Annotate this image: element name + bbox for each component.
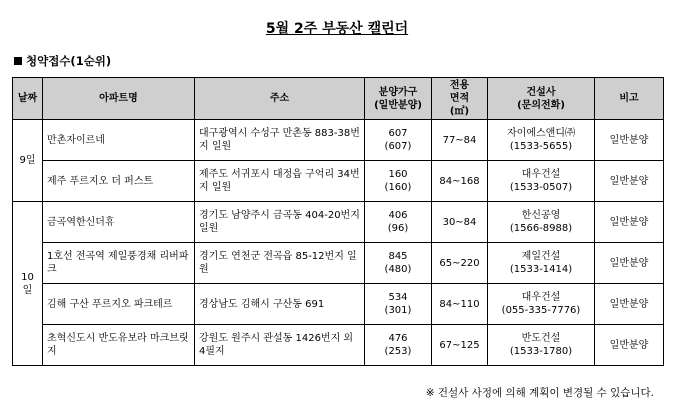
address: 경기도 남양주시 금곡동 404-20번지 일원 <box>195 202 365 243</box>
apt-name: 1호선 전곡역 제일풍경채 리버파크 <box>43 243 195 284</box>
apt-name: 금곡역한신더휴 <box>43 202 195 243</box>
table-row <box>13 325 664 366</box>
header-apt: 아파트명 <box>43 78 195 120</box>
page-title-text: 5월 2주 부동산 캘린더 <box>265 21 409 37</box>
area: 30~84 <box>432 202 488 243</box>
page-title <box>0 18 674 38</box>
units-total: 607 <box>388 128 408 139</box>
header-area: 전용 면적 (㎡) <box>432 78 488 120</box>
apt-name: 만촌자이르네 <box>43 120 195 161</box>
address: 제주도 서귀포시 대정읍 구억리 34번지 일원 <box>195 161 365 202</box>
builder-cell <box>488 284 595 325</box>
address: 경기도 연천군 전곡읍 85-12번지 일원 <box>195 243 365 284</box>
builder-cell <box>488 161 595 202</box>
builder-phone: (1566-8988) <box>509 223 573 234</box>
units-total: 534 <box>388 292 408 303</box>
date-cell: 10일 <box>13 202 43 366</box>
table-row <box>13 161 664 202</box>
area: 67~125 <box>432 325 488 366</box>
section-heading <box>14 53 111 69</box>
builder-name: 한신공영 <box>521 210 561 221</box>
builder-cell <box>488 202 595 243</box>
section-label: 청약접수(1순위) <box>26 54 112 68</box>
area: 84~168 <box>432 161 488 202</box>
units-total: 160 <box>388 169 408 180</box>
builder-phone: (055-335-7776) <box>501 305 581 316</box>
units-cell <box>365 120 432 161</box>
footnote: ※ 건설사 사정에 의해 계획이 변경될 수 있습니다. <box>425 387 654 399</box>
units-general: (253) <box>384 346 412 357</box>
area: 77~84 <box>432 120 488 161</box>
units-general: (301) <box>384 305 412 316</box>
builder-name: 자이에스앤디㈜ <box>507 128 575 139</box>
note: 일반분양 <box>595 243 664 284</box>
builder-name: 대우건설 <box>521 169 561 180</box>
address: 대구광역시 수성구 만촌동 883-38번지 일원 <box>195 120 365 161</box>
units-total: 476 <box>388 333 408 344</box>
note: 일반분양 <box>595 161 664 202</box>
builder-name: 반도건설 <box>521 333 561 344</box>
builder-phone: (1533-5655) <box>509 141 573 152</box>
note: 일반분양 <box>595 202 664 243</box>
header-units: 분양가구 (일반분양) <box>365 78 432 120</box>
table-row <box>13 284 664 325</box>
builder-name: 제일건설 <box>521 251 561 262</box>
units-cell <box>365 202 432 243</box>
builder-phone: (1533-1780) <box>509 346 573 357</box>
address: 경상남도 김해시 구산동 691 <box>195 284 365 325</box>
builder-cell <box>488 120 595 161</box>
apt-name: 김해 구산 푸르지오 파크테르 <box>43 284 195 325</box>
table-row <box>13 120 664 161</box>
date-cell: 9일 <box>13 120 43 202</box>
header-builder: 건설사 (문의전화) <box>488 78 595 120</box>
note: 일반분양 <box>595 325 664 366</box>
units-general: (480) <box>384 264 412 275</box>
address: 강원도 원주시 관설동 1426번지 외 4필지 <box>195 325 365 366</box>
units-total: 406 <box>388 210 408 221</box>
table-row <box>13 202 664 243</box>
header-address: 주소 <box>195 78 365 120</box>
header-note: 비고 <box>595 78 664 120</box>
units-total: 845 <box>388 251 408 262</box>
note: 일반분양 <box>595 284 664 325</box>
apt-name: 제주 푸르지오 더 퍼스트 <box>43 161 195 202</box>
units-general: (607) <box>384 141 412 152</box>
apt-name: 초혁신도시 반도유보라 마크브릿지 <box>43 325 195 366</box>
square-bullet-icon <box>14 57 22 65</box>
units-cell <box>365 243 432 284</box>
builder-cell <box>488 325 595 366</box>
builder-phone: (1533-1414) <box>509 264 573 275</box>
builder-name: 대우건설 <box>521 292 561 303</box>
header-date: 날짜 <box>13 78 43 120</box>
builder-cell <box>488 243 595 284</box>
area: 65~220 <box>432 243 488 284</box>
units-cell <box>365 284 432 325</box>
units-cell <box>365 161 432 202</box>
table-header-row <box>13 78 664 120</box>
area: 84~110 <box>432 284 488 325</box>
units-general: (160) <box>384 182 412 193</box>
note: 일반분양 <box>595 120 664 161</box>
table-row <box>13 243 664 284</box>
units-general: (96) <box>387 223 409 234</box>
units-cell <box>365 325 432 366</box>
calendar-table <box>12 77 664 366</box>
builder-phone: (1533-0507) <box>509 182 573 193</box>
